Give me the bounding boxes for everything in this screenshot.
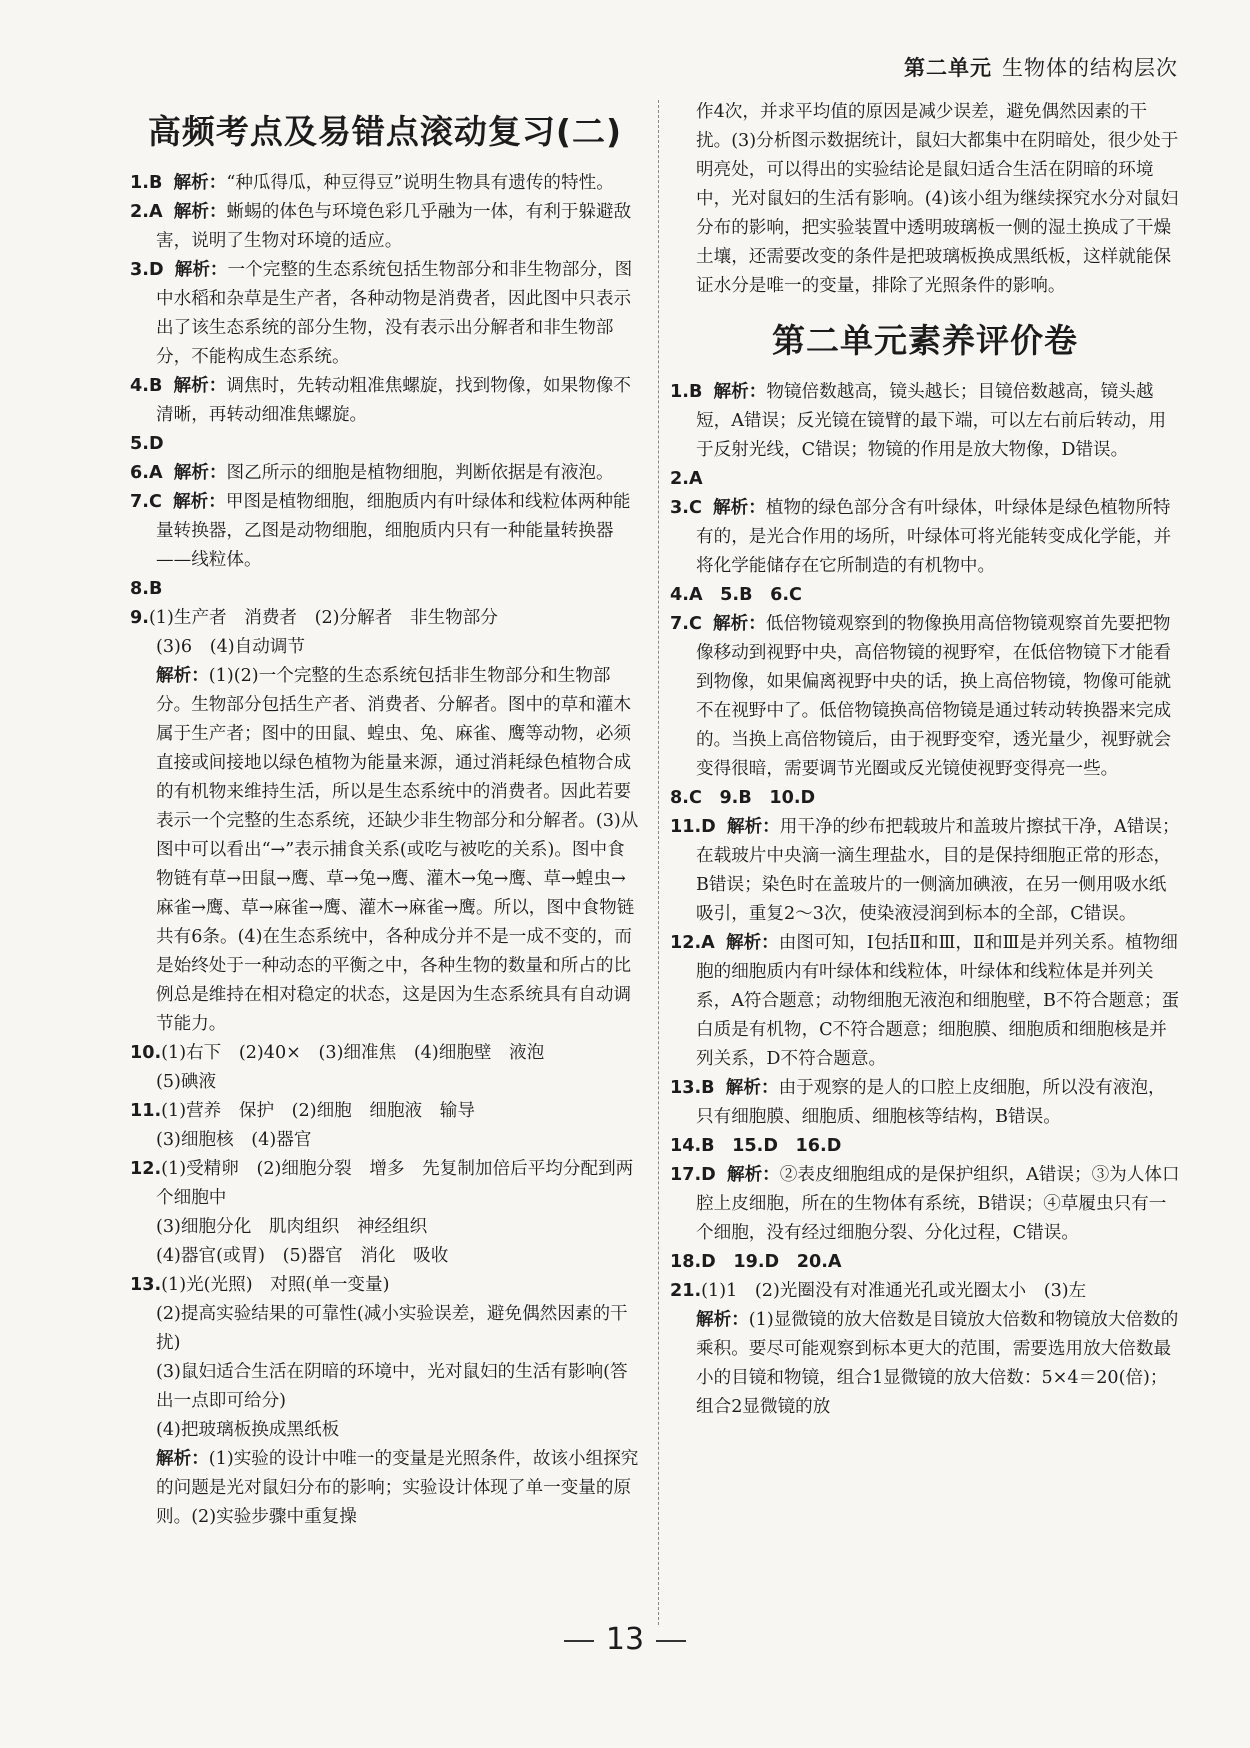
explanation-label: 解析： bbox=[713, 614, 766, 634]
right-column bbox=[670, 98, 1180, 1422]
explanation-label: 解析： bbox=[726, 1165, 780, 1185]
answer-item bbox=[670, 813, 1180, 929]
answer-letter: D bbox=[148, 434, 164, 454]
answer-item bbox=[670, 1074, 1180, 1132]
item-number: 8. bbox=[130, 579, 149, 599]
explanation-text: ②表皮细胞组成的是保护组织，A错误；③为人体口腔上皮细胞，所在的生物体有系统，B错误；④草履虫只有一个细胞，没有经过细胞分裂、分化过程，C错误。 bbox=[696, 1165, 1180, 1243]
item-number: 3. bbox=[670, 498, 689, 518]
left-answer-list bbox=[130, 169, 640, 604]
answer-line: (4)把玻璃板换成黑纸板 bbox=[156, 1420, 340, 1440]
right-answer-list bbox=[670, 378, 1180, 1277]
explanation-label: 解析： bbox=[713, 498, 766, 518]
answer-line: (3)细胞分化 肌肉组织 神经组织 bbox=[156, 1217, 428, 1237]
answer-item bbox=[670, 581, 1180, 610]
explanation-text: 一个完整的生态系统包括生物部分和非生物部分，图中水稻和杂草是生产者，各种动物是消费者，因此图中只表示出了该生态系统的部分生物，没有表示出分解者和非生物部分，不能构成生态系统。 bbox=[156, 260, 633, 367]
answer-item bbox=[130, 459, 640, 488]
explanation-label: 解析： bbox=[725, 933, 779, 953]
item-number: 11. bbox=[130, 1101, 162, 1121]
answer-item bbox=[670, 465, 1180, 494]
answer-line: (1)1 (2)光圈没有对准通光孔或光圈太小 (3)左 bbox=[701, 1281, 1087, 1301]
item-number: 3. bbox=[130, 260, 149, 280]
explanation-label: 解析： bbox=[696, 1310, 749, 1330]
right-section-title: 第二单元素养评价卷 bbox=[772, 321, 1078, 360]
item-number: 4. bbox=[130, 376, 149, 396]
explanation-text: 图乙所示的细胞是植物细胞，判断依据是有液泡。 bbox=[226, 463, 614, 483]
item-number: 18. bbox=[670, 1252, 702, 1272]
explanation-label: 解析： bbox=[713, 382, 767, 402]
answer-letter: B bbox=[688, 382, 703, 402]
answer-item bbox=[670, 1248, 1180, 1277]
answer-item bbox=[130, 256, 640, 372]
answer-line: (1)生产者 消费者 (2)分解者 非生物部分 bbox=[148, 608, 498, 628]
answer-letter: A 5.B 6.C bbox=[688, 585, 802, 605]
explanation-label: 解析： bbox=[173, 376, 227, 396]
answer-letter: A bbox=[701, 933, 715, 953]
continued-explanation: 作4次，并求平均值的原因是减少误差，避免偶然因素的干扰。(3)分析图示数据统计，鼠妇大都集中在阴暗处，很少处于明亮处，可以得出的实验结论是鼠妇适合生活在阴暗的环境中，光对鼠妇的生活有影响。(4)该小组为继续探究水分对鼠妇分布的影响，把实验装置中透明玻璃板一侧的湿土换成了干燥土壤，还需要改变的条件是把玻璃板换成黑纸板，这样就能保证水分是唯一的变量，排除了光照条件的影响。 bbox=[696, 102, 1179, 296]
answer-letter: C bbox=[688, 614, 702, 634]
answer-item bbox=[670, 1161, 1180, 1248]
explanation-text: 由图可知，Ⅰ包括Ⅱ和Ⅲ，Ⅱ和Ⅲ是并列关系。植物细胞的细胞质内有叶绿体和线粒体，叶绿体和线粒体是并列关系，A符合题意；动物细胞无液泡和细胞壁，B不符合题意；蛋白质是有机物，C不符合题意；细胞膜、细胞质和细胞核是并列关系，D不符合题意。 bbox=[696, 933, 1180, 1069]
explanation-label: 解析： bbox=[156, 1449, 209, 1469]
left-section-title: 高频考点及易错点滚动复习(二) bbox=[147, 112, 623, 151]
answer-item bbox=[670, 494, 1180, 581]
explanation-text: 物镜倍数越高，镜头越长；目镜倍数越高，镜头越短，A错误；反光镜在镜臂的最下端，可以左右前后转动，用于反射光线，C错误；物镜的作用是放大物像，D错误。 bbox=[696, 382, 1167, 460]
answer-line: (3)6 (4)自动调节 bbox=[156, 637, 306, 657]
item-number: 12. bbox=[670, 933, 702, 953]
item-number: 17. bbox=[670, 1165, 702, 1185]
explanation-label: 解析： bbox=[173, 492, 226, 512]
explanation-label: 解析： bbox=[726, 817, 780, 837]
explanation-label: 解析： bbox=[725, 1078, 779, 1098]
answer-letter: D bbox=[701, 817, 716, 837]
item-number: 1. bbox=[130, 173, 149, 193]
item-number: 13. bbox=[130, 1275, 162, 1295]
answer-line: (1)右下 (2)40× (3)细准焦 (4)细胞壁 液泡 bbox=[161, 1043, 545, 1063]
answer-letter: D bbox=[701, 1165, 716, 1185]
header-unit: 第二单元 bbox=[904, 56, 992, 80]
item-number: 1. bbox=[670, 382, 689, 402]
explanation-text: (1)(2)一个完整的生态系统包括非生物部分和生物部分。生物部分包括生产者、消费者、分解者。图中的草和灌木属于生产者；图中的田鼠、蝗虫、兔、麻雀、鹰等动物，必须直接或间接地以绿色植物为能量来源，通过消耗绿色植物合成的有机物来维持生活，所以是生态系统中的消费者。因此若要表示一个完整的生态系统，还缺少非生物部分和分解者。(3)从图中可以看出“→”表示捕食关系(或吃与被吃的关系)。图中食物链有草→田鼠→鹰、草→兔→鹰、灌木→兔→鹰、草→蝗虫→麻雀→鹰、草→麻雀→鹰、灌木→麻雀→鹰。所以，图中食物链共有6条。(4)在生态系统中，各种成分并不是一成不变的，而是始终处于一种动态的平衡之中，各种生物的数量和所占的比例总是维持在相对稳定的状态，这是因为生态系统具有自动调节能力。 bbox=[156, 666, 639, 1034]
answer-letter: A bbox=[148, 202, 163, 222]
answer-item bbox=[130, 575, 640, 604]
column-divider bbox=[658, 100, 660, 1625]
answer-letter: D bbox=[148, 260, 164, 280]
item-number: 6. bbox=[130, 463, 149, 483]
answer-item-12 bbox=[130, 1155, 640, 1213]
answer-line: (3)鼠妇适合生活在阴暗的环境中，光对鼠妇的生活有影响(答出一点即可给分) bbox=[156, 1362, 628, 1411]
answer-line: (1)营养 保护 (2)细胞 细胞液 输导 bbox=[161, 1101, 475, 1121]
explanation-text: 调焦时，先转动粗准焦螺旋，找到物像，如果物像不清晰，再转动细准焦螺旋。 bbox=[156, 376, 632, 425]
answer-letter: B bbox=[148, 579, 163, 599]
explanation-label: 解析： bbox=[156, 666, 209, 686]
page-header bbox=[904, 52, 1178, 82]
item-number: 11. bbox=[670, 817, 702, 837]
item-number: 13. bbox=[670, 1078, 702, 1098]
answer-line: (4)器官(或胃) (5)器官 消化 吸收 bbox=[156, 1246, 449, 1266]
explanation-text: (1)实验的设计中唯一的变量是光照条件，故该小组探究的问题是光对鼠妇分布的影响；实验设计体现了单一变量的原则。(2)实验步骤中重复操 bbox=[156, 1449, 639, 1527]
answer-item bbox=[130, 169, 640, 198]
left-column bbox=[130, 96, 640, 1532]
answer-letter: C bbox=[688, 498, 702, 518]
page-number bbox=[0, 1622, 1250, 1657]
item-number: 2. bbox=[130, 202, 149, 222]
explanation-text: 植物的绿色部分含有叶绿体，叶绿体是绿色植物所特有的，是光合作用的场所，叶绿体可将光能转变成化学能，并将化学能储存在它所制造的有机物中。 bbox=[696, 498, 1172, 576]
item-number: 12. bbox=[130, 1159, 162, 1179]
item-number: 21. bbox=[670, 1281, 702, 1301]
answer-line: (1)光(光照) 对照(单一变量) bbox=[161, 1275, 390, 1295]
answer-item bbox=[130, 372, 640, 430]
item-number: 4. bbox=[670, 585, 689, 605]
explanation bbox=[670, 1306, 1180, 1422]
item-number: 14. bbox=[670, 1136, 702, 1156]
header-subtitle: 生物体的结构层次 bbox=[1002, 56, 1178, 80]
explanation-text: 低倍物镜观察到的物像换用高倍物镜观察首先要把物像移动到视野中央，高倍物镜的视野窄，在低倍物镜下才能看到物像，如果偏离视野中央的话，换上高倍物镜，物像可能就不在视野中了。低倍物镜换高倍物镜是通过转动转换器来完成的。当换上高倍物镜后，由于视野变窄，透光量少，视野就会变得很暗，需要调节光圈或反光镜使视野变得亮一些。 bbox=[696, 614, 1172, 779]
explanation-text: “种瓜得瓜，种豆得豆”说明生物具有遗传的特性。 bbox=[226, 173, 614, 193]
explanation bbox=[130, 662, 640, 1039]
answer-line: (5)碘液 bbox=[156, 1072, 217, 1092]
answer-letter: A bbox=[148, 463, 163, 483]
answer-item bbox=[670, 784, 1180, 813]
item-number: 8. bbox=[670, 788, 689, 808]
answer-item bbox=[670, 378, 1180, 465]
explanation-text: (1)显微镜的放大倍数是目镜放大倍数和物镜放大倍数的乘积。要尽可能观察到标本更大的范围，需要选用放大倍数最小的目镜和物镜，组合1显微镜的放大倍数：5×4＝20(倍)；组合2显微镜的放 bbox=[696, 1310, 1179, 1417]
explanation-label: 解析： bbox=[173, 463, 227, 483]
item-number: 2. bbox=[670, 469, 689, 489]
answer-item-9 bbox=[130, 604, 640, 633]
explanation-label: 解析： bbox=[173, 173, 227, 193]
answer-item-11 bbox=[130, 1097, 640, 1126]
page-number-text: 13 bbox=[605, 1622, 645, 1657]
answer-item-13 bbox=[130, 1271, 640, 1300]
answer-letter: B 15.D 16.D bbox=[701, 1136, 842, 1156]
explanation-text: 蜥蜴的体色与环境色彩几乎融为一体，有利于躲避敌害，说明了生物对环境的适应。 bbox=[156, 202, 632, 251]
answer-line: (1)受精卵 (2)细胞分裂 增多 先复制加倍后平均分配到两个细胞中 bbox=[156, 1159, 634, 1208]
explanation-label: 解析： bbox=[173, 202, 227, 222]
answer-letter: C bbox=[148, 492, 162, 512]
answer-letter: A bbox=[688, 469, 703, 489]
answer-item bbox=[670, 610, 1180, 784]
explanation-text: 由于观察的是人的口腔上皮细胞，所以没有液泡，只有细胞膜、细胞质、细胞核等结构，B错误。 bbox=[696, 1078, 1166, 1127]
explanation bbox=[130, 1445, 640, 1532]
answer-item bbox=[670, 929, 1180, 1074]
explanation-text: 甲图是植物细胞，细胞质内有叶绿体和线粒体两种能量转换器，乙图是动物细胞，细胞质内只有一种能量转换器——线粒体。 bbox=[156, 492, 631, 570]
answer-letter: B bbox=[701, 1078, 715, 1098]
answer-item bbox=[670, 1132, 1180, 1161]
item-number: 7. bbox=[130, 492, 149, 512]
answer-item bbox=[130, 430, 640, 459]
answer-item bbox=[130, 198, 640, 256]
answer-letter: D 19.D 20.A bbox=[701, 1252, 842, 1272]
answer-item-10 bbox=[130, 1039, 640, 1068]
answer-line: (2)提高实验结果的可靠性(减小实验误差，避免偶然因素的干扰) bbox=[156, 1304, 628, 1353]
answer-line: (3)细胞核 (4)器官 bbox=[156, 1130, 312, 1150]
answer-letter: C 9.B 10.D bbox=[688, 788, 816, 808]
explanation-text: 用干净的纱布把载玻片和盖玻片擦拭干净，A错误；在载玻片中央滴一滴生理盐水，目的是保持细胞正常的形态，B错误；染色时在盖玻片的一侧滴加碘液，在另一侧用吸水纸吸引，重复2～3次，使染液浸润到标本的全部，C错误。 bbox=[696, 817, 1180, 924]
item-number: 7. bbox=[670, 614, 689, 634]
explanation-label: 解析： bbox=[174, 260, 228, 280]
item-number: 10. bbox=[130, 1043, 162, 1063]
item-number: 5. bbox=[130, 434, 149, 454]
answer-item-21 bbox=[670, 1277, 1180, 1306]
answer-item bbox=[130, 488, 640, 575]
item-number: 9. bbox=[130, 608, 149, 628]
answer-letter: B bbox=[148, 376, 163, 396]
answer-letter: B bbox=[148, 173, 163, 193]
